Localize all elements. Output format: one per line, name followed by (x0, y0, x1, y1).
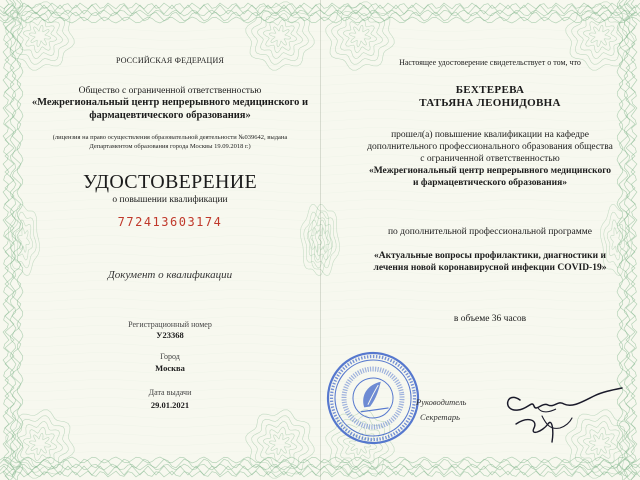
left-org-line2: «Межрегиональный центр непрерывного медицинского и (31, 97, 309, 108)
license-line1: (лицензия на право осуществления образовательной деятельности №039642, выдана (52, 134, 288, 141)
body-line3: с ограниченной ответственностью (420, 154, 560, 164)
recipient-name: ТАТЬЯНА ЛЕОНИДОВНА (419, 97, 561, 109)
document-type: Документ о квалификации (107, 269, 233, 281)
issue-date-label: Дата выдачи (148, 388, 192, 397)
document-subtitle: о повышении квалификации (112, 195, 228, 205)
reg-number-label: Регистрационный номер (128, 320, 212, 329)
program-intro: по дополнительной профессиональной программе (387, 227, 593, 237)
country-header: РОССИЙСКАЯ ФЕДЕРАЦИЯ (115, 56, 225, 65)
program-line1: «Актуальные вопросы профилактики, диагностики и (374, 251, 606, 261)
serial-number: 772413603174 (117, 215, 223, 229)
body-line2: дополнительного профессионального образования общества (367, 142, 613, 152)
recipient-surname: БЕХТЕРЕВА (455, 84, 525, 96)
intro-text: Настоящее удостоверение свидетельствует о том, что (399, 58, 581, 67)
city-label: Город (160, 352, 180, 361)
license-line2: Департаментом образования города Москвы 19.09.2018 г.) (89, 143, 251, 150)
right-org-line2: и фармацевтического образования» (413, 178, 567, 188)
page-fold (320, 0, 321, 480)
issue-date-value: 29.01.2021 (150, 400, 190, 410)
secretary-label: Секретарь (420, 412, 460, 422)
right-org-line1: «Межрегиональный центр непрерывного медицинского (368, 166, 612, 176)
reg-number-value: У23368 (156, 330, 184, 340)
left-org-line1: Общество с ограниченной ответственностью (78, 86, 262, 96)
head-label: Руководитель (416, 397, 467, 407)
document-title: УДОСТОВЕРЕНИЕ (82, 171, 258, 193)
hours-text: в объеме 36 часов (453, 314, 527, 324)
body-line1: прошел(а) повышение квалификации на кафедре (391, 130, 589, 140)
program-line2: лечения новой коронавирусной инфекции COVID-19» (373, 263, 607, 273)
left-org-line3: фармацевтического образования» (89, 110, 251, 121)
city-value: Москва (155, 363, 185, 373)
secretary-signature (508, 402, 578, 448)
round-stamp (319, 344, 427, 452)
